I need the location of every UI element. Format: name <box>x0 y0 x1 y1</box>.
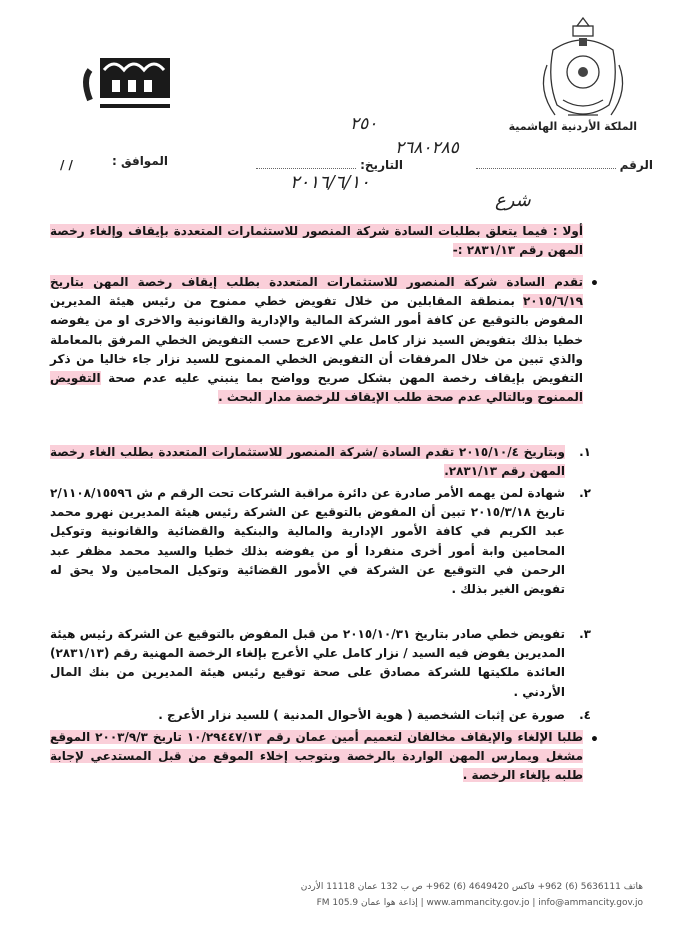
bullet-marker: • <box>590 732 599 748</box>
emblem-caption: الملكة الأردنية الهاشمية <box>508 120 637 133</box>
ref-dots <box>476 168 616 169</box>
item-1-number: ١. <box>579 445 591 459</box>
handwritten-reference: ٢٦٨٠٢٨٥ <box>395 138 459 158</box>
section-heading: أولا : فيما يتعلق بطلبات السادة شركة المنصور للاستثمارات المتعددة بإيقاف وإلغاء رخصة المهن رقم ٢٨٣١/١٣ :- <box>50 224 583 258</box>
item-4: صورة عن إثبات الشخصية ( هوية الأحوال المدنية ) للسيد نزار الأعرج . <box>158 708 565 722</box>
approved-slashes: / / <box>60 158 73 172</box>
item-3-number: ٣. <box>579 627 591 641</box>
handwritten-note: شرع <box>495 190 531 211</box>
item-2-number: ٢. <box>579 486 591 500</box>
approved-label: الموافق : <box>112 154 168 168</box>
date-label: التاريخ: <box>256 158 403 172</box>
ref-label: الرقم <box>476 158 653 172</box>
handwritten-number: ٢٥٠ <box>350 114 378 134</box>
item-3: تفويض خطي صادر بتاريخ ٢٠١٥/١٠/٣١ من قبل المفوض بالتوقيع عن الشركة رئيس هيئة المديرين يفوض فيه السيد / نزار كامل علي الأعرج بإلغاء الرخصة المهنية رقم (٢٨٣١/١٣) العائدة ملكيتها للشركة مصادق على صحة توقيع رئيس هيئة المديرين من بنك المال الأردني . <box>50 627 565 699</box>
royal-emblem-icon <box>533 10 633 135</box>
footer-web: www.ammancity.gov.jo | info@ammancity.gov.jo | إذاعة هوا عمان FM 105.9 <box>316 898 643 908</box>
date-dots <box>256 168 356 169</box>
footer-contact: هاتف 5636111 (6) 962+ فاكس 4649420 (6) 962+ ص ب 132 عمان 11118 الأردن <box>300 882 643 892</box>
item-1: وبتاريخ ٢٠١٥/١٠/٤ تقدم السادة /شركة المنصور للاستثمارات المتعددة بطلب الغاء رخصة المهن رقم ٢٨٣١/١٣. <box>50 445 566 479</box>
paragraph-2: طلبا الإلغاء والإيقاف مخالفان لتعميم أمين عمان رقم ١٠/٢٩٤٤٧/١٣ تاريخ ٢٠٠٣/٩/٣ الموقع مشغل ويمارس المهن الواردة بالرخصة وبتوجب إخلاء الموقع من قبل المستدعي لإجابة طلبه بإلغاء الرخصة . <box>50 730 583 783</box>
paragraph-1: تقدم السادة شركة المنصور للاستثمارات المتعددة بطلب إيقاف رخصة المهن بتاريخ ٢٠١٥/٦/١٩ بمنطقة المقابلين من خلال تفويض خطي ممنوح من رئيس هيئة المديرين المفوض بالتوقيع عن كافة أمور الشركة المالية والإدارية والقانونية والاخرى او من يفوضه خطيا بذلك بتفويض السيد نزار كامل علي الاعرج حسب التفويض الخطي المرفق بالمعاملة والذي تبين من خلال المرفقات أن التفويض الخطي الممنوح للسيد نزار جاء خاليا من ذكر التفويض بإيقاف رخصة المهن بشكل صريح وواضح بما ينبني عليه عدم صحة التفويض الممنوح وبالتالي عدم صحة طلب الإيقاف للرخصة مدار البحث . <box>50 275 583 405</box>
bullet-marker: • <box>590 276 599 292</box>
item-2: شهادة لمن يهمه الأمر صادرة عن دائرة مراقبة الشركات تحت الرقم م ش ٢/١١٠٨/١٥٥٩٦ تاريخ ٢٠١٥/٣/١٨ تبين أن المفوض بالتوقيع عن الشركة رئيس هيئة المديرين نهرو محمد عبد الكريم في كافة الأمور الإدارية والمالية والبنكية والقضائية والقانونية وتوكيل المحامين وابة أمور أخرى منفردا أو من يفوضه بذلك خطيا والسيد محمد مظفر عبد الرحمن في التوقيع عن الشركة في الأمور القضائية وتوكيل المحامين ولا يحق له تفويض الغير بذلك . <box>50 486 565 597</box>
amman-city-logo-icon <box>0 40 170 120</box>
item-4-number: ٤. <box>579 708 591 722</box>
handwritten-date: ٢٠١٦/٦/١٠ <box>290 172 370 193</box>
